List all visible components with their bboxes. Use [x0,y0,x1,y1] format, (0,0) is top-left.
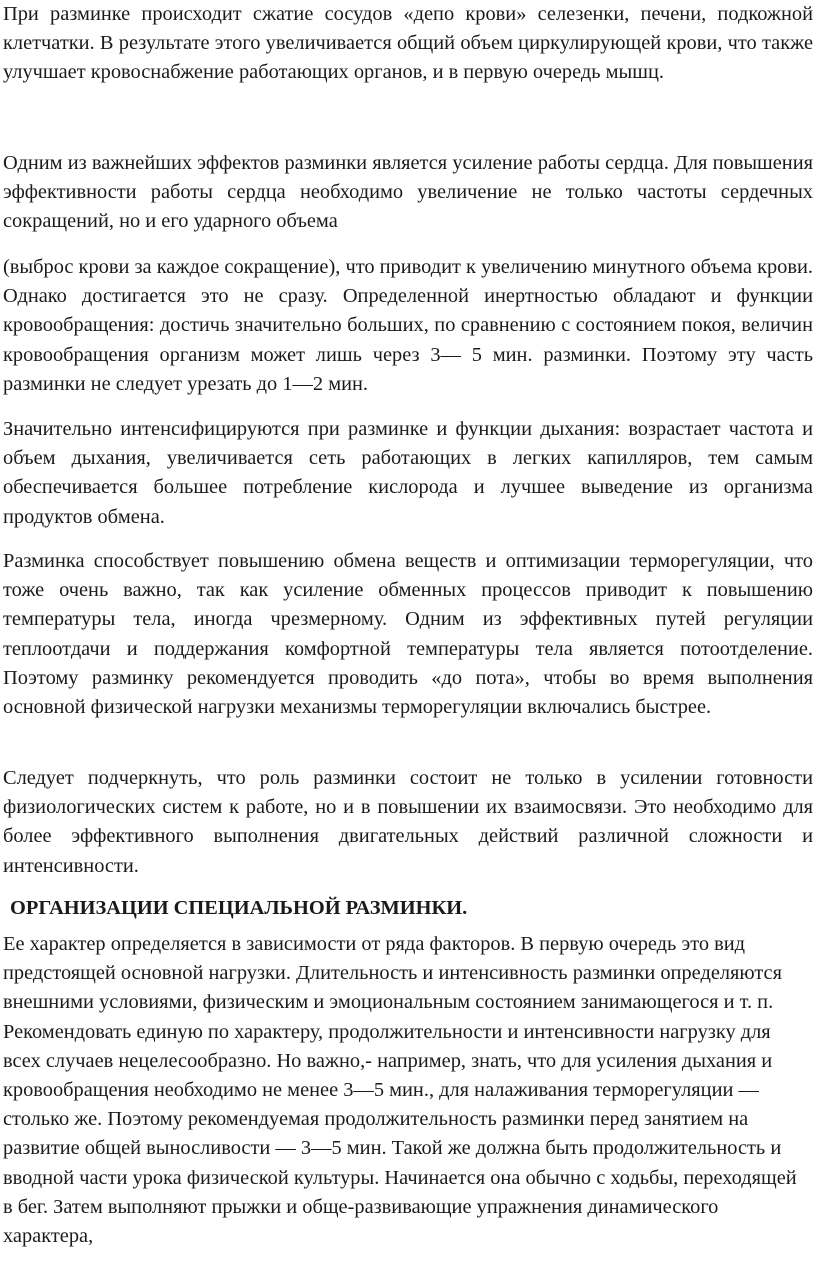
paragraph-3: (выброс крови за каждое сокращение), что приводит к увеличению минутного объема крови. Однако достигается это не сразу. Определенной инертностью обладают и функции кровообращения: достичь значительно больших, по сравнению с состоянием покоя, величин кровообращения организм может лишь через 3— 5 мин. разминки. Поэтому эту часть разминки не следует урезать до 1—2 мин. [3,256,813,395]
paragraph-6: Следует подчеркнуть, что роль разминки состоит не только в усилении готовности физиологических систем к работе, но и в повышении их взаимосвязи. Это необходимо для более эффективного выполнения двигательных действий различной сложности и интенсивности. [3,767,813,877]
paragraph-1: При разминке происходит сжатие сосудов «депо крови» селезенки, печени, подкожной клетчатки. В результате этого увеличивается общий объем циркулирующей крови, что также улучшает кровоснабжение работающих органов, и в первую очередь мышц. [3,3,813,84]
section-heading: ОРГАНИЗАЦИИ СПЕЦИАЛЬНОЙ РАЗМИНКИ. [10,897,468,919]
paragraph-4: Значительно интенсифицируются при разминке и функции дыхания: возрастает частота и объем дыхания, увеличивается сеть работающих в легких капилляров, тем самым обеспечивается большее потребление кислорода и лучшее выведение из организма продуктов обмена. [3,418,813,528]
section-paragraph: Ее характер определяется в зависимости от ряда факторов. В первую очередь это вид предстоящей основной нагрузки. Длительность и интенсивность разминки определяются внешними условиями, физическим и эмоциональным состоянием занимающегося и т. п. Рекомендовать единую по характеру, продолжительности и интенсивности нагрузку для всех случаев нецелесообразно. Но важно,- например, знать, что для усиления дыхания и кровообращения необходимо не менее 3—5 мин., для налаживания терморегуляции — столько же. Поэтому рекомендуемая продолжительность разминки перед занятием на развитие общей выносливости — 3—5 мин. Такой же должна быть продолжительность и вводной части урока физической культуры. Начинается она обычно с ходьбы, переходящей в бег. Затем выполняют прыжки и обще-развивающие упражнения динамического характера, [3,933,797,1248]
paragraph-5: Разминка способствует повышению обмена веществ и оптимизации терморегуляции, что тоже очень важно, так как усиление обменных процессов приводит к повышению температуры тела, иногда чрезмерному. Одним из эффективных путей регуляции теплоотдачи и поддержания комфортной температуры тела является потоотделение. Поэтому разминку рекомендуется проводить «до пота», чтобы во время выполнения основной физической нагрузки механизмы терморегуляции включались быстрее. [3,550,813,719]
paragraph-2: Одним из важнейших эффектов разминки является усиление работы сердца. Для повышения эффективности работы сердца необходимо увеличение не только частоты сердечных сокращений, но и его ударного объема [3,152,813,233]
